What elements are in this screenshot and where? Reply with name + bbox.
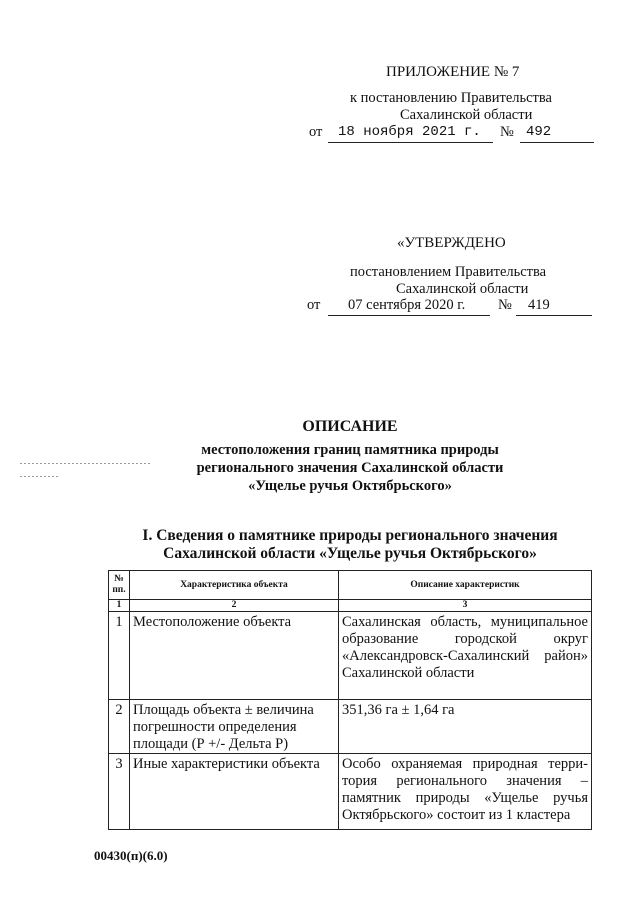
approved-from-label: от [307, 297, 321, 313]
table-row [109, 612, 592, 700]
index-cell: 1 [109, 600, 130, 612]
appendix-title: ПРИЛОЖЕНИЕ № 7 [386, 64, 520, 80]
header-characteristic: Характеристика объекта [130, 571, 339, 600]
row-number: 1 [109, 612, 130, 700]
description-line: Сахалинской области [342, 665, 475, 681]
description-line: памятник природы «Ущелье ручья [342, 790, 588, 806]
appendix-from-label: от [309, 124, 323, 140]
characteristic-line: Площадь объекта ± величина [133, 702, 314, 718]
header-description: Описание характеристик [339, 571, 592, 600]
characteristic-line: погрешности определения [133, 719, 297, 735]
document-subtitle-line: «Ущелье ручья Октябрьского» [248, 478, 452, 494]
approved-number-label: № [498, 297, 512, 313]
scan-artifact [20, 476, 60, 477]
characteristic-line: площади (Р +/- Дельта Р) [133, 736, 289, 752]
row-number: 2 [109, 700, 130, 754]
document-subtitle-line: местоположения границ памятника природы [201, 442, 499, 458]
approved-region-line: Сахалинской области [396, 281, 529, 297]
document-title: ОПИСАНИЕ [302, 418, 398, 435]
index-cell: 2 [130, 600, 339, 612]
approved-date: 07 сентября 2020 г. [328, 297, 490, 316]
section-heading-line: I. Сведения о памятнике природы регионального значения [142, 527, 558, 544]
row-number: 3 [109, 754, 130, 830]
appendix-number: 492 [520, 124, 594, 143]
row-characteristic: Местоположение объекта [130, 612, 339, 700]
appendix-resolution-line: к постановлению Правительства [350, 90, 552, 106]
description-line: «Александровск-Сахалинский район» [342, 648, 588, 664]
section-heading-line: Сахалинской области «Ущелье ручья Октябрьского» [163, 545, 537, 562]
appendix-number-label: № [500, 124, 514, 140]
description-line: Октябрьского» состоит из 1 кластера [342, 807, 571, 823]
description-line: Особо охраняемая природная терри- [342, 756, 588, 772]
object-info-table [108, 570, 592, 830]
description-line: тория регионального значения – [342, 773, 588, 789]
table-row [109, 754, 592, 830]
index-cell: 3 [339, 600, 592, 612]
approved-resolution-line: постановлением Правительства [350, 264, 547, 280]
row-characteristic: Иные характеристики объекта [130, 754, 339, 830]
header-number: № пп. [109, 571, 130, 600]
description-line: образование городской округ [342, 631, 588, 647]
table-header-row [109, 571, 592, 600]
scan-artifact [20, 463, 150, 464]
row-characteristic [130, 700, 339, 754]
approved-title: «УТВЕРЖДЕНО [397, 235, 506, 251]
table-index-row [109, 600, 592, 612]
appendix-date: 18 ноября 2021 г. [328, 124, 493, 143]
description-line: Сахалинская область, муниципальное [342, 614, 588, 630]
document-subtitle-line: регионального значения Сахалинской области [196, 460, 504, 476]
row-description [339, 754, 592, 830]
table-row [109, 700, 592, 754]
row-description: 351,36 га ± 1,64 га [339, 700, 592, 754]
document-code: 00430(п)(6.0) [94, 848, 168, 863]
appendix-region-line: Сахалинской области [400, 107, 533, 123]
approved-number: 419 [516, 297, 592, 316]
row-description [339, 612, 592, 700]
